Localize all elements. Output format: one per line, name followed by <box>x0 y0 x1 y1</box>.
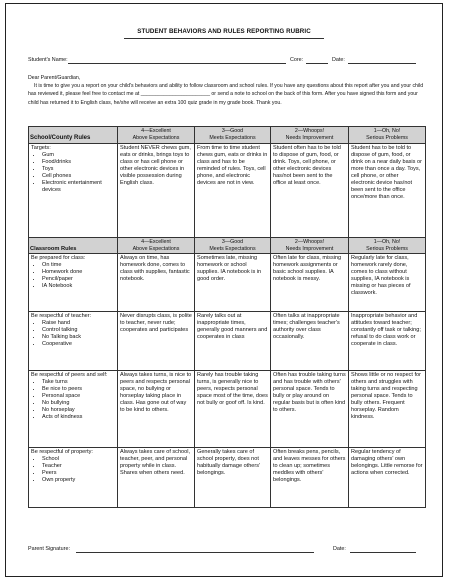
rule-target-item: • Teacher <box>42 463 115 470</box>
level-header <box>349 238 426 254</box>
rule-target-item: • Toys <box>42 166 115 173</box>
rubric-cell: Inappropriate behavior and attitudes toward teacher; constantly off task or talking; refusal to do class work or cooperate in class. <box>349 312 426 371</box>
rule-target-item: • Pencil/paper <box>42 276 115 283</box>
header-fields <box>28 57 428 67</box>
rule-target-item: • Homework done <box>42 269 115 276</box>
level-header <box>195 238 271 254</box>
level-score: 3—Good <box>221 239 244 245</box>
rubric-row <box>29 254 426 312</box>
rule-target-item: • Be nice to peers <box>42 386 115 393</box>
section-header-row <box>29 238 426 254</box>
rubric-row <box>29 312 426 371</box>
rule-cell <box>29 254 118 312</box>
rule-label: Be respectful of property: <box>31 449 93 456</box>
level-description: Needs Improvement <box>285 135 334 141</box>
rubric-row <box>29 371 426 448</box>
rule-label: Be respectful of teacher: <box>31 313 92 320</box>
level-header <box>271 238 349 254</box>
level-description: Above Expectations <box>132 245 180 252</box>
rubric-cell: Never disrupts class, is polite to teacher, never rude; cooperates and participates <box>118 312 195 371</box>
rubric-cell: Often late for class, missing homework assignments or basic school supplies. IA notebook is messy. <box>271 254 349 312</box>
level-header <box>349 127 426 144</box>
section-category: Classroom Rules <box>29 238 118 254</box>
level-score: 4—Excellent <box>141 128 171 135</box>
rubric-cell: Always takes turns, is nice to peers and respects personal space, no bullying or horseplay taking place in class. Has gone out of way to be kind to others. <box>118 371 195 448</box>
rubric-cell: Regularly late for class, homework rarely done, comes to class without supplies, IA notebook is missing or has pieces of classwork. <box>349 254 426 312</box>
rule-label: Be respectful of peers and self: <box>31 372 108 379</box>
rubric-cell: Rarely has trouble taking turns, is generally nice to peers, respects personal space most of the time, does not bully or goof off. Is kind. <box>195 371 271 448</box>
intro-letter <box>28 74 426 107</box>
date-label: Date: <box>332 57 345 63</box>
rubric-cell: Always takes care of school, teacher, peer, and personal property while in class. Shares when others need. <box>118 448 195 508</box>
rubric-cell: Student often has to be told to dispose of gum, food, or drink. Toys, cell phone, or other electronic devices has/not been sent to the office at least once. <box>271 144 349 238</box>
rule-label: Be prepared for class: <box>31 255 86 262</box>
salutation: Dear Parent/Guardian, <box>28 75 81 81</box>
date-field[interactable] <box>348 57 416 64</box>
rubric-cell: Shows little or no respect for others and struggles with taking turns and respecting personal space. Tends to bully others. Frequent horseplay. Random kindness. <box>349 371 426 448</box>
level-score: 3—Good <box>221 128 244 135</box>
level-description: Serious Problems <box>366 135 408 141</box>
student-name-field[interactable] <box>68 57 286 64</box>
intro-body: It is time to give you a report on your child's behaviors and ability to follow classroom and school rules. If you have any questions about this report after you and your child has reviewed it, please feel free to contact me at ________________________ or send a note to school on the back of this form. After you have signed this form and your child has returned it to English class, he/she will receive an extra 100 quiz grade in my grade book. Thank you. <box>28 83 424 106</box>
rubric-cell: Often has trouble taking turns and has trouble with others' personal space. Tends to bully or play around on regular basis but is often kind to others. <box>271 371 349 448</box>
rule-target-item: • Control talking <box>42 327 115 334</box>
level-header <box>118 238 195 254</box>
signature-date-label: Date: <box>333 546 346 552</box>
level-header <box>195 127 271 144</box>
rule-cell <box>29 312 118 371</box>
rule-target-item: • Take turns <box>42 379 115 386</box>
level-score: 4—Excellent <box>141 239 171 245</box>
rule-target-item: • Raise hand <box>42 320 115 327</box>
rule-cell <box>29 448 118 508</box>
level-description: Meets Expectations <box>209 135 256 141</box>
rule-target-item: • Food/drinks <box>42 159 115 166</box>
rubric-cell: From time to time student chews gum, eats or drinks in class and has to be reminded of rules. Toys, cell phone, and electronic devices are not in view. <box>195 144 271 238</box>
rule-cell <box>29 144 118 238</box>
rule-target-item: • On time <box>42 262 115 269</box>
rule-targets <box>31 456 115 484</box>
rule-target-item: • Acts of kindness <box>42 414 115 421</box>
parent-signature-field[interactable] <box>76 546 314 553</box>
rule-targets <box>31 152 115 194</box>
level-description: Above Expectations <box>132 135 180 141</box>
rule-target-item: • IA Notebook <box>42 283 115 290</box>
rule-target-item: • No Talking back <box>42 334 115 341</box>
rule-targets <box>31 320 115 348</box>
rubric-cell: Rarely talks out at inappropriate times, generally good manners and cooperates in class <box>195 312 271 371</box>
rule-target-item: • Cooperative <box>42 341 115 348</box>
rule-target-item: • Personal space <box>42 393 115 400</box>
rule-target-item: • School <box>42 456 115 463</box>
rule-cell <box>29 371 118 448</box>
rule-targets <box>31 379 115 421</box>
level-score: 2—Whoops! <box>294 128 325 135</box>
rubric-cell: Generally takes care of school property, does not habitually damage others' belongings. <box>195 448 271 508</box>
rubric-cell: Student NEVER chews gum, eats or drinks, brings toys to class or has cell phone or other electronic devices in visible possession during English class. <box>118 144 195 238</box>
rubric-cell: Always on time, has homework done, comes to class with supplies, fantastic notebook. <box>118 254 195 312</box>
rule-target-item: • Cell phones <box>42 173 115 180</box>
core-label: Core: <box>290 57 304 63</box>
page-title: STUDENT BEHAVIORS AND RULES REPORTING RUBRIC <box>137 28 311 35</box>
parent-signature-label: Parent Signature: <box>28 546 70 552</box>
rule-target-item: • Gum <box>42 152 115 159</box>
level-score: 1—Oh, No! <box>373 239 401 245</box>
rubric-table <box>28 126 426 508</box>
rubric-page <box>5 3 443 577</box>
rubric-cell: Sometimes late, missing homework or school supplies. IA notebook is in good order. <box>195 254 271 312</box>
rubric-row <box>29 144 426 238</box>
level-header <box>271 127 349 144</box>
rule-target-item: • Own property <box>42 477 115 484</box>
rubric-cell: Student has to be told to dispose of gum, food, or drink on a near daily basis or more than once a day. Toys, cell phone, or other electronic device has/not been sent to the office once/more than once. <box>349 144 426 238</box>
rule-target-item: • No horseplay <box>42 407 115 414</box>
student-name-label: Student's Name: <box>28 57 68 63</box>
level-score: 1—Oh, No! <box>373 128 401 135</box>
rubric-cell: Often talks at inappropriate times; challenges teacher's authority over class occasionally. <box>271 312 349 371</box>
rule-target-item: • Electronic entertainment devices <box>42 180 115 194</box>
rule-targets <box>31 262 115 290</box>
rubric-cell: Often breaks pens, pencils, and leaves messes for others to clean up; sometimes meddles with others' belongings. <box>271 448 349 508</box>
level-description: Serious Problems <box>366 245 408 252</box>
level-description: Meets Expectations <box>209 245 256 252</box>
section-category: School/County Rules <box>29 127 118 144</box>
section-header-row <box>29 127 426 144</box>
rule-target-item: • No bullying <box>42 400 115 407</box>
level-score: 2—Whoops! <box>294 239 325 245</box>
rule-label: Targets: <box>31 145 51 151</box>
rubric-cell: Regular tendency of damaging others' own belongings. Little remorse for actions when corrected. <box>349 448 426 508</box>
rubric-row <box>29 448 426 508</box>
signature-date-field[interactable] <box>350 546 416 553</box>
level-description: Needs Improvement <box>285 245 334 252</box>
core-field[interactable] <box>306 57 328 64</box>
level-header <box>118 127 195 144</box>
rule-target-item: • Peers <box>42 470 115 477</box>
title-underline <box>124 38 324 39</box>
